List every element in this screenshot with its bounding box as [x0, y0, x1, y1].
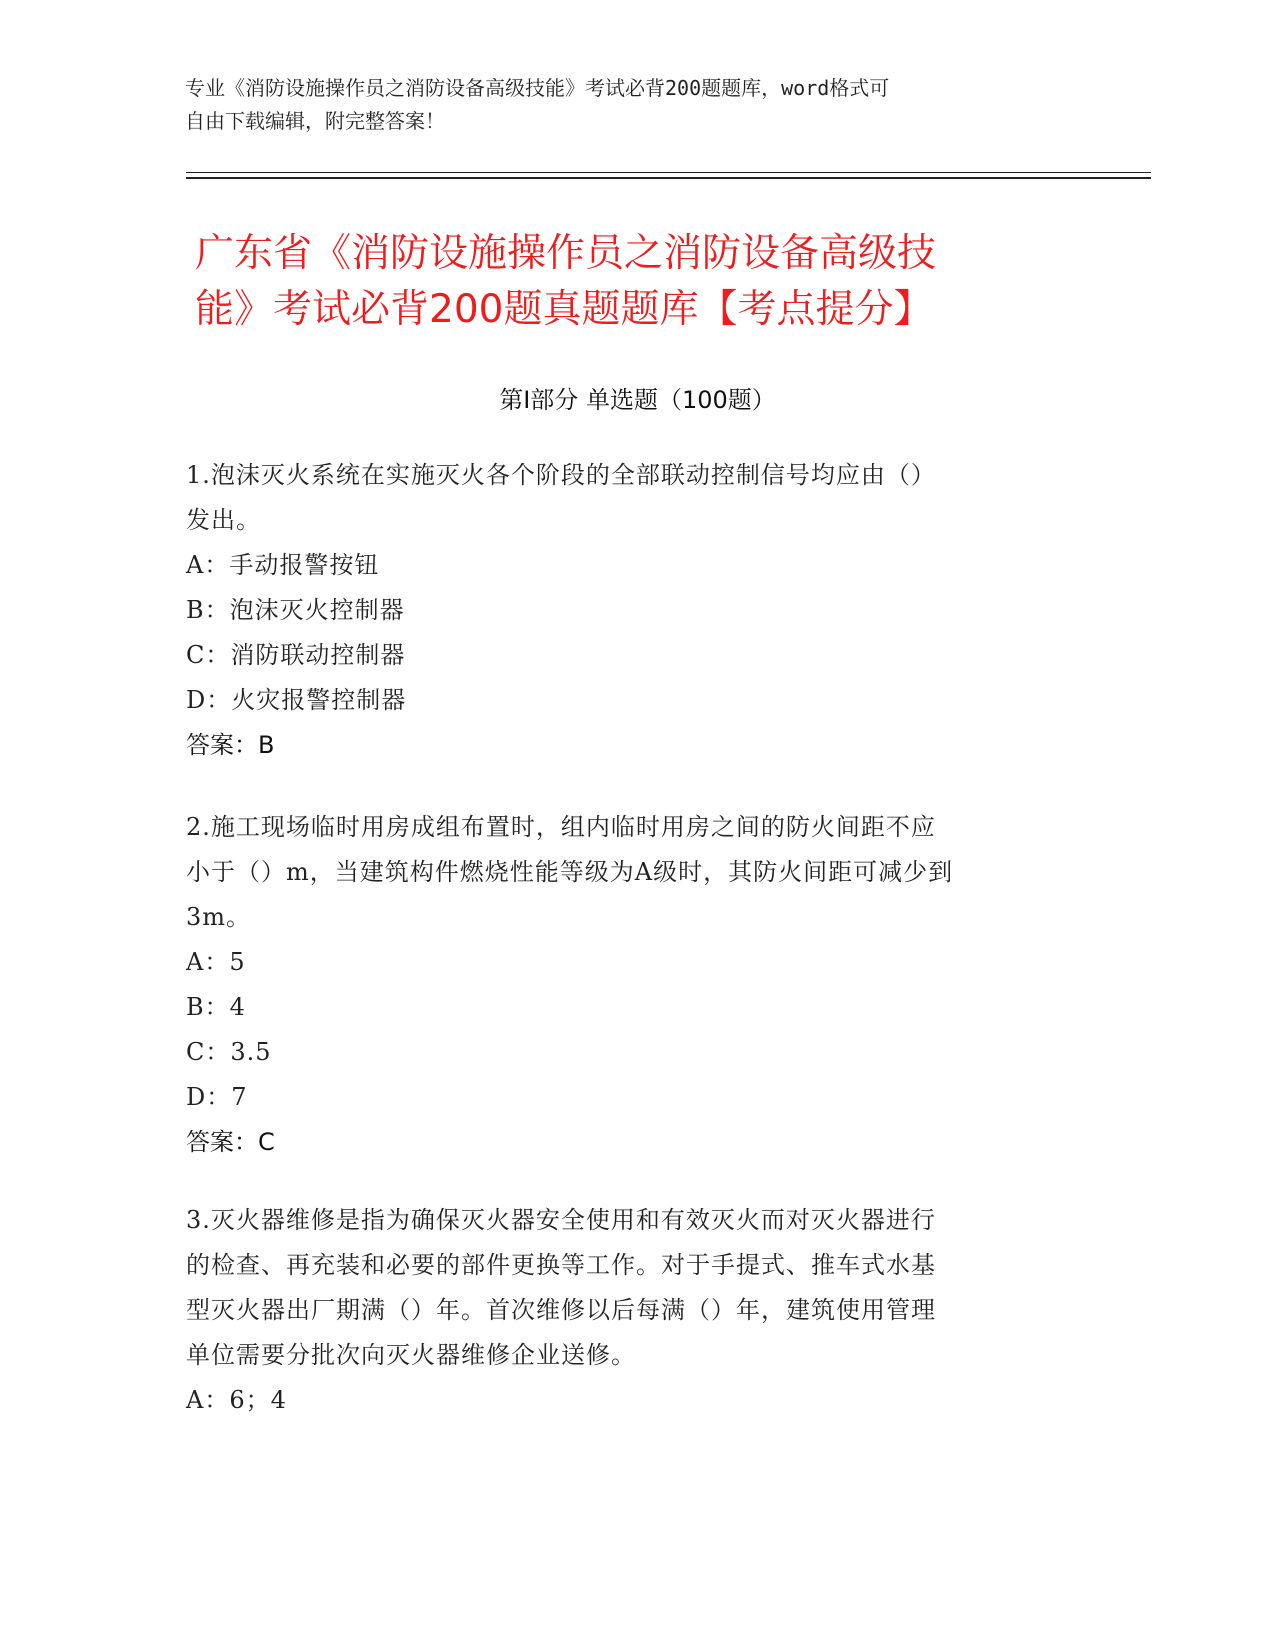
question-stem-line: 发出。	[186, 506, 261, 534]
option-b: B：泡沫灭火控制器	[186, 596, 405, 624]
header-divider-thin	[186, 172, 1151, 173]
option-b: B：4	[186, 993, 246, 1021]
question-stem	[186, 1198, 1066, 1378]
header-divider-thick	[186, 177, 1151, 179]
question-stem-line: 单位需要分批次向灭火器维修企业送修。	[186, 1341, 636, 1369]
question-stem-line: 3m。	[186, 903, 252, 931]
question-stem-line: 的检查、再充装和必要的部件更换等工作。对于手提式、推车式水基	[186, 1251, 936, 1279]
question-stem-line: 2.施工现场临时用房成组布置时，组内临时用房之间的防火间距不应	[186, 813, 936, 841]
document-title-line-2: 能》考试必背200题真题题库【考点提分】	[195, 287, 933, 332]
question-stem	[186, 453, 1066, 543]
question-stem	[186, 805, 1066, 940]
option-d: D：7	[186, 1083, 248, 1111]
section-heading: 第Ⅰ部分 单选题（100题）	[499, 386, 776, 414]
question-2	[186, 805, 1066, 1165]
question-stem-line: 型灭火器出厂期满（）年。首次维修以后每满（）年，建筑使用管理	[186, 1296, 936, 1324]
option-a: A：6；4	[186, 1386, 287, 1414]
option-c: C：消防联动控制器	[186, 641, 406, 669]
answer: 答案：C	[186, 1128, 275, 1156]
question-3	[186, 1198, 1066, 1423]
option-c: C：3.5	[186, 1038, 272, 1066]
header-note-line-2: 自由下载编辑，附完整答案！	[185, 109, 445, 133]
option-a: A：5	[186, 948, 246, 976]
document-title-line-1: 广东省《消防设施操作员之消防设备高级技	[195, 231, 937, 276]
option-d: D：火灾报警控制器	[186, 686, 407, 714]
question-stem-line: 小于（）m，当建筑构件燃烧性能等级为A级时，其防火间距可减少到	[186, 858, 954, 886]
question-stem-line: 3.灭火器维修是指为确保灭火器安全使用和有效灭火而对灭火器进行	[186, 1206, 936, 1234]
answer: 答案：B	[186, 731, 275, 759]
header-note	[185, 72, 1065, 138]
question-1	[186, 453, 1066, 768]
option-a: A：手动报警按钮	[186, 551, 380, 579]
document-title	[195, 226, 1095, 338]
header-note-line-1: 专业《消防设施操作员之消防设备高级技能》考试必背200题题库，word格式可	[185, 76, 890, 100]
question-stem-line: 1.泡沫灭火系统在实施灭火各个阶段的全部联动控制信号均应由（）	[186, 461, 936, 489]
